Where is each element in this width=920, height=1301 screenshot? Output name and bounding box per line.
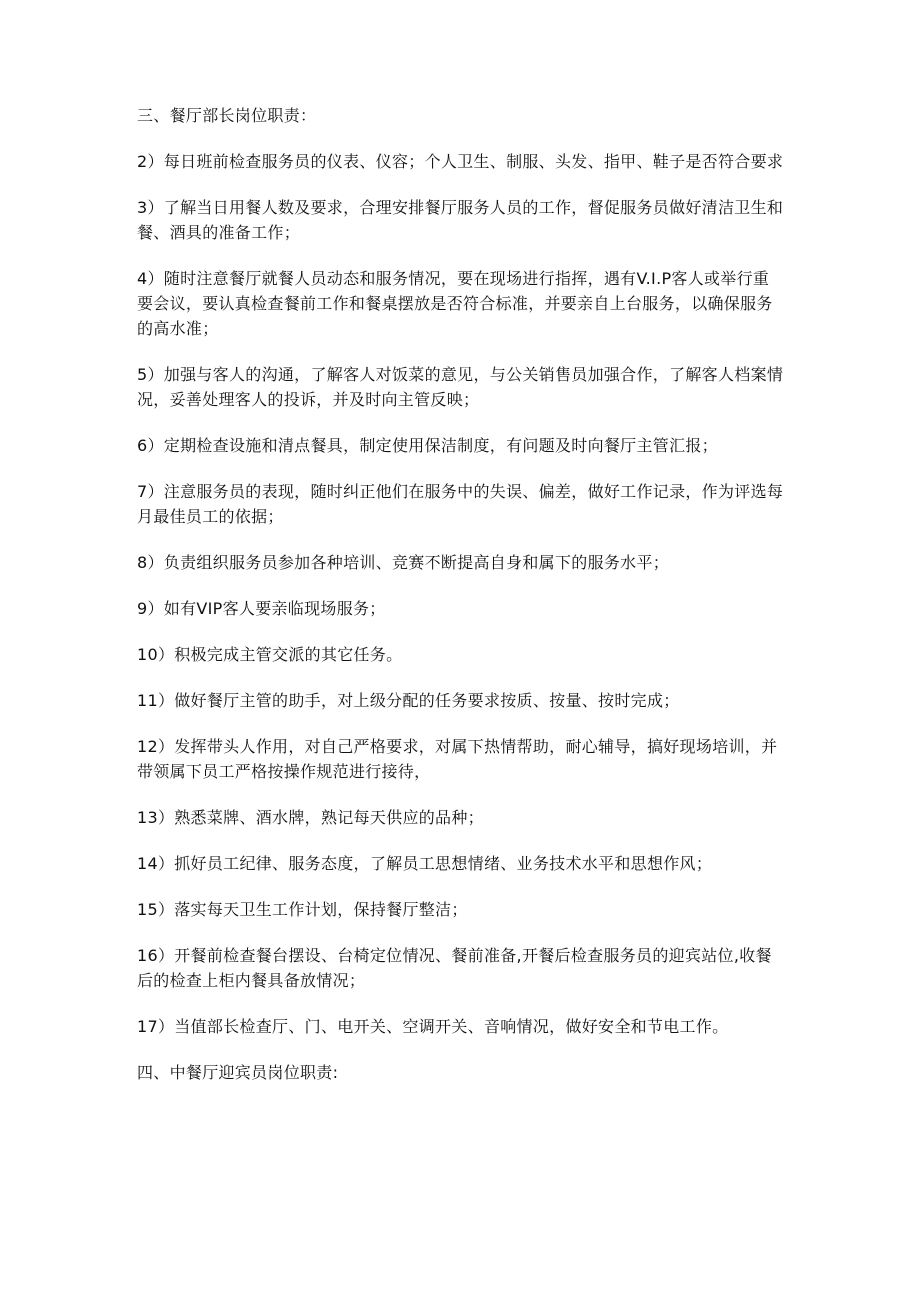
duty-item-2: 2）每日班前检查服务员的仪表、仪容；个人卫生、制服、头发、指甲、鞋子是否符合要求: [137, 152, 784, 171]
section-heading-4: 四、中餐厅迎宾员岗位职责:: [137, 1063, 339, 1082]
duty-item-17: 17）当值部长检查厅、门、电开关、空调开关、音响情况，做好安全和节电工作。: [137, 1017, 729, 1036]
duty-item-10: 10）积极完成主管交派的其它任务。: [137, 645, 403, 664]
duty-item-3: 3）了解当日用餐人数及要求，合理安排餐厅服务人员的工作，督促服务员做好清洁卫生和餐、酒具的准备工作；: [137, 198, 784, 242]
document-body: [137, 103, 785, 1106]
duty-item-4: 4）随时注意餐厅就餐人员动态和服务情况，要在现场进行指挥，遇有V.I.P客人或举行重要会议，要认真检查餐前工作和餐桌摆放是否符合标准，并要亲自上台服务，以确保服务的高水准；: [137, 269, 773, 338]
duty-item-15: 15）落实每天卫生工作计划，保持餐厅整洁；: [137, 900, 468, 919]
duty-item-6: 6）定期检查设施和清点餐具，制定使用保洁制度，有问题及时向餐厅主管汇报；: [137, 436, 718, 455]
duty-item-16: 16）开餐前检查餐台摆设、台椅定位情况、餐前准备,开餐后检查服务员的迎宾站位,收餐后的检查上柜内餐具备放情况；: [137, 946, 772, 990]
section-heading-3: 三、餐厅部长岗位职责：: [137, 106, 317, 125]
duty-item-5: 5）加强与客人的沟通，了解客人对饭菜的意见，与公关销售员加强合作，了解客人档案情况，妥善处理客人的投诉，并及时向主管反映；: [137, 365, 784, 409]
duty-item-11: 11）做好餐厅主管的助手，对上级分配的任务要求按质、按量、按时完成；: [137, 691, 680, 710]
duty-item-7: 7）注意服务员的表现，随时纠正他们在服务中的失误、偏差，做好工作记录，作为评选每月最佳员工的依据；: [137, 482, 784, 526]
duty-item-9: 9）如有VIP客人要亲临现场服务；: [137, 599, 386, 618]
duty-item-14: 14）抓好员工纪律、服务态度，了解员工思想情绪、业务技术水平和思想作风；: [137, 854, 713, 873]
duty-item-13: 13）熟悉菜牌、酒水牌，熟记每天供应的品种；: [137, 808, 484, 827]
duty-item-8: 8）负责组织服务员参加各种培训、竞赛不断提高自身和属下的服务水平；: [137, 553, 670, 572]
duty-item-12: 12）发挥带头人作用，对自己严格要求，对属下热情帮助，耐心辅导，搞好现场培训，并带领属下员工严格按操作规范进行接待，: [137, 737, 778, 781]
